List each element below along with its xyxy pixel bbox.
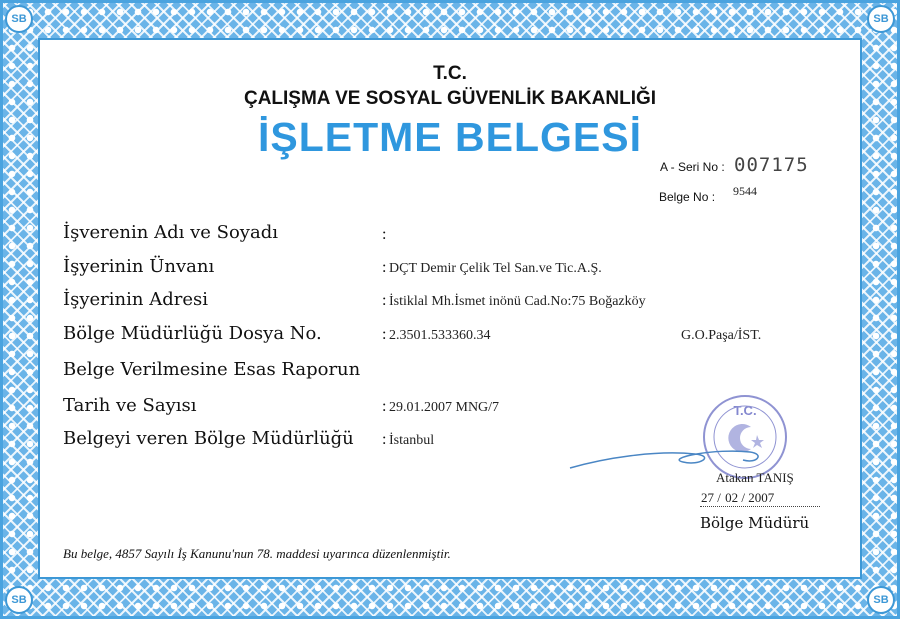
signer-title: Bölge Müdürü	[700, 514, 810, 532]
country-heading: T.C.	[433, 63, 467, 84]
workplace-address-value: İstiklal Mh.İsmet inönü Cad.No:75 Boğazköy	[389, 294, 646, 309]
employer-name-label: İşverenin Adı ve Soyadı	[63, 222, 278, 243]
file-no-label: Bölge Müdürlüğü Dosya No.	[63, 323, 322, 344]
signature-date	[701, 490, 774, 506]
file-no-colon: :	[382, 326, 387, 343]
signer-name: Atakan TANIŞ	[716, 470, 794, 485]
issuing-office-label: Belgeyi veren Bölge Müdürlüğü	[63, 428, 354, 449]
date-underline	[700, 506, 820, 507]
issuing-office-colon: :	[382, 431, 387, 448]
document-title: İŞLETME BELGESİ	[257, 114, 643, 160]
file-no-value: 2.3501.533360.34	[389, 328, 491, 343]
corner-logo-top-left	[5, 5, 33, 33]
stamp-text: T.C.	[733, 403, 757, 418]
corner-logo-top-right	[867, 5, 895, 33]
belge-value: 9544	[733, 184, 757, 198]
footer-note: Bu belge, 4857 Sayılı İş Kanunu'nun 78. maddesi uyarınca düzenlenmiştir.	[63, 546, 451, 561]
workplace-title-colon: :	[382, 259, 387, 276]
corner-logo-text: SB	[873, 13, 889, 25]
report-label: Belge Verilmesine Esas Raporun	[63, 359, 361, 380]
corner-logo-bottom-left	[5, 586, 33, 614]
corner-logo-text: SB	[873, 594, 889, 606]
issuing-office-value: İstanbul	[389, 433, 435, 448]
workplace-address-label: İşyerinin Adresi	[63, 289, 208, 310]
signature-year: 2007	[748, 490, 775, 505]
serial-label: A - Seri No :	[660, 160, 725, 174]
workplace-title-value: DÇT Demir Çelik Tel San.ve Tic.A.Ş.	[389, 261, 602, 276]
employer-name-colon: :	[382, 226, 387, 243]
file-no-location: G.O.Paşa/İST.	[681, 328, 762, 343]
corner-logo-text: SB	[11, 13, 27, 25]
report-date-label: Tarih ve Sayısı	[63, 395, 197, 416]
workplace-address-colon: :	[382, 292, 387, 309]
serial-value: 007175	[734, 154, 809, 176]
report-date-colon: :	[382, 398, 387, 415]
ministry-heading: ÇALIŞMA VE SOSYAL GÜVENLİK BAKANLIĞI	[243, 88, 657, 109]
corner-logo-bottom-right	[867, 586, 895, 614]
signature-month: 02	[725, 490, 739, 505]
report-date-value: 29.01.2007 MNG/7	[389, 400, 500, 415]
signature-day: 27	[701, 490, 714, 505]
date-dots-1: /	[717, 490, 722, 505]
corner-logo-text: SB	[11, 594, 27, 606]
belge-label: Belge No :	[659, 190, 716, 204]
date-dots-2: /	[741, 490, 745, 505]
workplace-title-label: İşyerinin Ünvanı	[63, 256, 215, 277]
